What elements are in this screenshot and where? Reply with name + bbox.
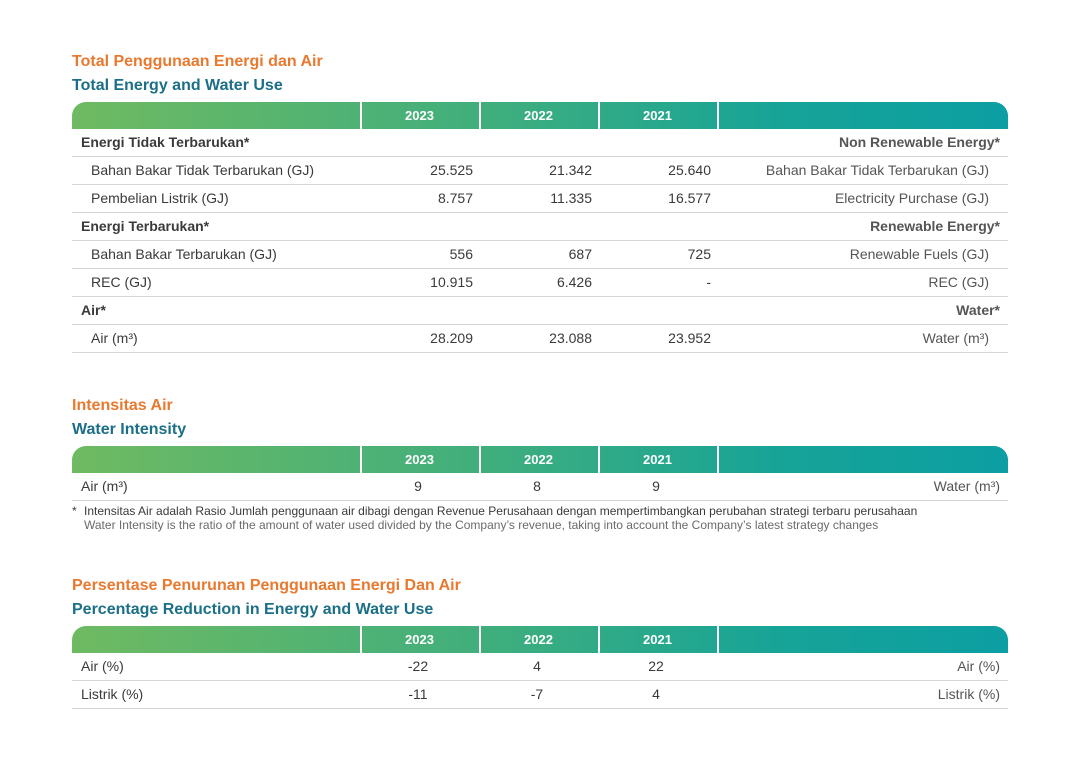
value-2023: -22 [407, 658, 429, 674]
row-label: Air* [81, 302, 106, 318]
row-label-en: Bahan Bakar Tidak Terbarukan (GJ) [765, 162, 989, 178]
table-header [72, 626, 1008, 653]
table-header [72, 102, 1008, 129]
value-2021: 9 [652, 478, 660, 494]
footnote-en: Water Intensity is the ratio of the amount of water used divided by the Company’s revenue, taking into account the Company’s latest strategy changes [84, 518, 879, 532]
header-year-2021: 2021 [598, 626, 715, 653]
row-label-en: Listrik (%) [937, 686, 1000, 702]
table-row [72, 269, 1008, 297]
section-title-en: Percentage Reduction in Energy and Water Use [72, 601, 434, 618]
table-row [72, 473, 1008, 501]
header-divider [717, 446, 719, 473]
row-label-en: Water* [956, 302, 1000, 318]
value-2022: 6.426 [556, 274, 592, 290]
row-label: Bahan Bakar Terbarukan (GJ) [91, 246, 277, 262]
header-divider [717, 102, 719, 129]
row-label-en: REC (GJ) [928, 274, 989, 290]
value-2023: 8.757 [437, 190, 473, 206]
header-divider [717, 626, 719, 653]
table-body [72, 129, 1008, 353]
header-year-2023: 2023 [360, 446, 477, 473]
header-year-2022: 2022 [479, 626, 596, 653]
row-label-en: Renewable Energy* [870, 218, 1000, 234]
row-label-en: Water (m³) [922, 330, 989, 346]
row-label: Air (m³) [81, 478, 128, 494]
section-title-id: Persentase Penurunan Penggunaan Energi Dan Air [72, 577, 461, 594]
section-title-id: Intensitas Air [72, 397, 173, 414]
header-year-2023: 2023 [360, 626, 477, 653]
row-label: Energi Tidak Terbarukan* [81, 134, 250, 150]
value-2022: 23.088 [549, 330, 592, 346]
value-2022: 21.342 [549, 162, 592, 178]
value-2022: -7 [530, 686, 544, 702]
table-row [72, 681, 1008, 709]
row-label-en: Water (m³) [933, 478, 1000, 494]
value-2023: 28.209 [430, 330, 473, 346]
footnote-mark: * [72, 504, 77, 518]
value-2021: 16.577 [668, 190, 711, 206]
table-row [72, 241, 1008, 269]
table-row-group [72, 297, 1008, 325]
table-header [72, 446, 1008, 473]
section-title-en: Water Intensity [72, 421, 187, 438]
table-row-group [72, 129, 1008, 157]
value-2021: 23.952 [668, 330, 711, 346]
value-2022: 11.335 [550, 190, 592, 206]
row-label: Bahan Bakar Tidak Terbarukan (GJ) [91, 162, 315, 178]
row-label-en: Electricity Purchase (GJ) [834, 190, 989, 206]
table-row [72, 157, 1008, 185]
value-2021: 4 [652, 686, 660, 702]
value-2021: 25.640 [668, 162, 711, 178]
value-2021: 22 [648, 658, 664, 674]
value-2022: 8 [533, 478, 541, 494]
footnote-id: Intensitas Air adalah Rasio Jumlah penggunaan air dibagi dengan Revenue Perusahaan dengan mempertimbangkan perubahan strategi terbaru perusahaan [84, 504, 918, 518]
value-2022: 687 [568, 246, 592, 262]
row-label: Energi Terbarukan* [81, 218, 210, 234]
section-total-energy-water [72, 50, 1008, 353]
table-row-group [72, 213, 1008, 241]
value-2022: 4 [533, 658, 541, 674]
header-year-2022: 2022 [479, 102, 596, 129]
section-water-intensity [72, 394, 1008, 501]
value-2023: 556 [449, 246, 473, 262]
table-row [72, 185, 1008, 213]
row-label-en: Air (%) [957, 658, 1000, 674]
row-label-en: Non Renewable Energy* [838, 134, 1000, 150]
header-year-2022: 2022 [479, 446, 596, 473]
value-2021: - [706, 274, 711, 290]
value-2021: 725 [687, 246, 711, 262]
section-title-id: Total Penggunaan Energi dan Air [72, 53, 323, 70]
table-row [72, 325, 1008, 353]
header-year-2023: 2023 [360, 102, 477, 129]
value-2023: 10.915 [430, 274, 473, 290]
value-2023: 25.525 [430, 162, 473, 178]
row-label: Pembelian Listrik (GJ) [91, 190, 229, 206]
header-year-2021: 2021 [598, 446, 715, 473]
row-label: Listrik (%) [81, 686, 144, 702]
section-percentage-reduction [72, 574, 1008, 709]
section-title-en: Total Energy and Water Use [72, 77, 283, 94]
header-year-2021: 2021 [598, 102, 715, 129]
table-row [72, 653, 1008, 681]
value-2023: 9 [414, 478, 422, 494]
row-label: Air (m³) [91, 330, 138, 346]
row-label-en: Renewable Fuels (GJ) [849, 246, 989, 262]
row-label: Air (%) [81, 658, 124, 674]
value-2023: -11 [408, 686, 428, 702]
row-label: REC (GJ) [91, 274, 152, 290]
